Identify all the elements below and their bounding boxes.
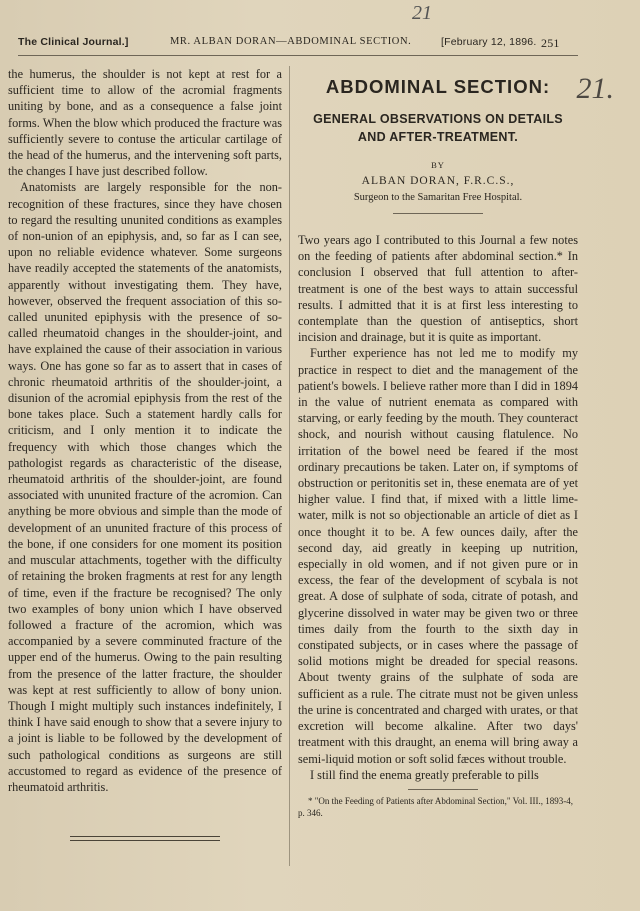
journal-name: The Clinical Journal.]: [18, 36, 129, 48]
footnote-rule: [408, 789, 478, 790]
author-affiliation: Surgeon to the Samaritan Free Hospital.: [353, 192, 523, 203]
byline-label: BY: [431, 160, 445, 170]
left-column: [8, 66, 282, 795]
handwritten-number: 21.: [576, 72, 614, 105]
running-header: [18, 34, 580, 54]
article-paragraph: I still find the enema greatly preferable to pills: [310, 767, 539, 782]
article-paragraph: Two years ago I contributed to this Journal a few notes on the feeding of patients after abdominal section.* In conclusion I observed that full attention to after-treatment is one of the best ways to attain successful results. I admitted that it is at first less interesting to contemplate than the question of antiseptics, short incision and drainage, but it is quite as important.: [298, 233, 578, 345]
article-subtitle: GENERAL OBSERVATIONS ON DETAILS AND AFTER-TREATMENT.: [313, 112, 563, 144]
article-body: [298, 232, 578, 819]
left-paragraph: Anatomists are largely responsible for the non-recognition of these fractures, since they have chosen to regard the resulting ununited conditions as examples of non-union of an epiphysis, and, so far as I can see, upon no reliable evidence whatever. Some surgeons have readily accepted the statements of the anatomists, apparently without investigating them. They have, however, observed the frequent association of this so-called ununited epiphysis with the presence of so-called rheumatoid changes in the shoulder-joint, and have explained the cause of their association in various ways. One has gone so far as to assert that in cases of chronic rheumatoid arthritis of the shoulder-joint, a disunion of the acromial epiphysis from the rest of the bone takes place. Such a statement hardly calls for criticism, and I only mention it to indicate the frequency with which those changes which the pathologist regards as characteristic of the disease, rheumatoid arthritis of the shoulder-joint, are found associated with ununited fracture of the acromion. Can anything be more obvious and simple than the mode of development of an ununited fracture of this process of the bone, if one considers for one moment its position and muscular attachments, together with the difficulty of retaining the broken fragments at rest for any length of time, even if the fracture be recognised? The only two examples of bony union which I have observed followed a fracture of the acromion, which was accompanied by a severe comminuted fracture of the upper end of the humerus. Owing to the pain resulting from the presence of the latter fracture, the shoulder was kept at rest sufficiently to allow of bony union. Though I might multiply such instances indefinitely, I think I have said enough to show that a severe injury to a joint is liable to be followed by the development of such pathological conditions as surgeons are still accustomed to regard as evidence of the presence of rheumatoid arthritis.: [8, 180, 282, 794]
author-name: ALBAN DORAN, F.R.C.S.,: [361, 175, 515, 187]
article-title: ABDOMINAL SECTION:: [325, 76, 551, 97]
header-rule: [18, 55, 578, 56]
column-divider: [289, 66, 290, 866]
title-rule: [393, 213, 483, 214]
handwritten-page-mark: 21: [412, 2, 432, 24]
issue-date: [February 12, 1896.: [441, 36, 537, 48]
end-of-article-rule: [70, 836, 220, 841]
article-paragraph: Further experience has not led me to modify my practice in respect to diet and the management of the patient's bowels. I believe rather more than I did in 1894 in the value of nutrient enemata as compared with starving, or early feeding by the mouth. They counteract shock, and nourish without causing flatulence. No irritation of the bowel need be feared if the most ordinary precautions be taken. Later on, if symptoms of obstruction or peritonitis set in, these enemata are of yet higher value. I find that, if mixed with a little lime-water, milk is not so objectionable an article of diet as I once thought it to be. A few ounces daily, after the second day, aid greatly in keeping up nutrition, especially in old women, and if not given pure or in excess, the fear of the development of scybala is not great. A dose of sulphate of soda, citrate of potash, and glycerine dissolved in water may be given two or three times daily from the fourth to the sixth day in constipated subjects, or in cases where the passage of solid motions might be dreaded for special reasons. About twenty grains of the sulphate of soda are sufficient as a rule. The citrate must not be given unless the urine is concentrated and charged with urates, or that excretion will become alkaline. After two days' treatment with this draught, an enema will bring away a semi-liquid motion or soft solid fæces without trouble.: [298, 346, 578, 766]
footnote: * "On the Feeding of Patients after Abdominal Section," Vol. III., 1893-4, p. 346.: [298, 795, 573, 818]
left-paragraph: the humerus, the shoulder is not kept at rest for a sufficient time to allow of the acromial fragments uniting by bone, and as a consequence a false joint forms. When the blow which produced the fracture was sufficiently severe to contuse the articular cartilage of the head of the humerus, and the intervening soft parts, the changes I have just described follow.: [8, 67, 282, 179]
running-title: MR. ALBAN DORAN—ABDOMINAL SECTION.: [170, 36, 412, 47]
page-number: 251: [541, 36, 560, 50]
right-column: [298, 70, 614, 819]
